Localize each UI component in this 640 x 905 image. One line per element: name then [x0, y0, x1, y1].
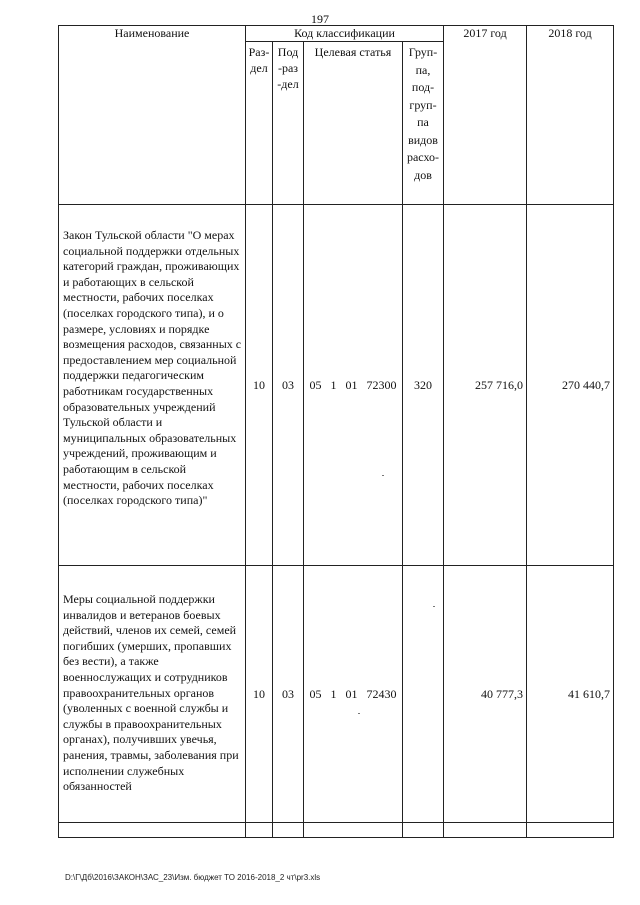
row-name: Меры социальной поддержки инвалидов и ветеранов боевых действий, членов их семей, семей погибших (умерших, пропавших без вести), а также военнослужащих и сотрудников правоохранительных органов (уволенных с военной службы и службы в правоохранительных органах), получивших увечья, ранения, травмы, заболевания при исполнении служебных обязанностей — [59, 566, 246, 823]
stub-cell — [403, 823, 444, 838]
scan-speck — [433, 606, 435, 607]
header-section — [246, 42, 273, 205]
row-year-2017: 40 777,3 — [444, 566, 527, 823]
header-group — [403, 42, 444, 205]
header-year-2018: 2018 год — [527, 26, 614, 205]
header-section-text: Раз-дел — [248, 45, 270, 75]
row-target-article: 05 1 01 72430 — [304, 566, 403, 823]
scan-speck — [358, 713, 360, 714]
header-subsection — [273, 42, 304, 205]
stub-cell — [527, 823, 614, 838]
row-section: 10 — [246, 566, 273, 823]
table-row — [59, 205, 614, 566]
header-group-text: Груп-па, под-груп-па видов расхо-дов — [406, 45, 440, 182]
table-row — [59, 566, 614, 823]
stub-cell — [59, 823, 246, 838]
stub-cell — [246, 823, 273, 838]
header-target-article: Целевая статья — [304, 42, 403, 205]
table-row-stub — [59, 823, 614, 838]
header-subsection-text: Под-раз-дел — [277, 45, 299, 91]
header-row-top — [59, 26, 614, 42]
header-name: Наименование — [59, 26, 246, 205]
row-subsection: 03 — [273, 205, 304, 566]
row-group: 320 — [403, 205, 444, 566]
stub-cell — [273, 823, 304, 838]
row-section: 10 — [246, 205, 273, 566]
header-classification-code: Код классификации — [246, 26, 444, 42]
budget-table — [58, 25, 614, 838]
stub-cell — [444, 823, 527, 838]
page-number: 197 — [311, 12, 329, 26]
row-name: Закон Тульской области "О мерах социальной поддержки отдельных категорий граждан, проживающих и работающих в сельской местности, рабочих поселках (поселках городского типа), и о размере, условиях и порядке возмещения расходов, связанных с предоставлением мер социальной поддержки педагогическим работникам государственных образовательных учреждений Тульской области и муниципальных образовательных учреждений, проживающим и работающим в сельской местности, рабочих поселках (поселках городского типа)" — [59, 205, 246, 566]
stub-cell — [304, 823, 403, 838]
row-subsection: 03 — [273, 566, 304, 823]
row-group — [403, 566, 444, 823]
scan-speck — [382, 475, 384, 476]
row-target-article: 05 1 01 72300 — [304, 205, 403, 566]
row-year-2018: 270 440,7 — [527, 205, 614, 566]
file-path-footer: D:\Г\Дб\2016\ЗАКОН\ЗАС_23\Изм. бюджет ТО 2016-2018_2 чт\pr3.xls — [65, 873, 321, 882]
header-year-2017: 2017 год — [444, 26, 527, 205]
row-year-2017: 257 716,0 — [444, 205, 527, 566]
row-year-2018: 41 610,7 — [527, 566, 614, 823]
